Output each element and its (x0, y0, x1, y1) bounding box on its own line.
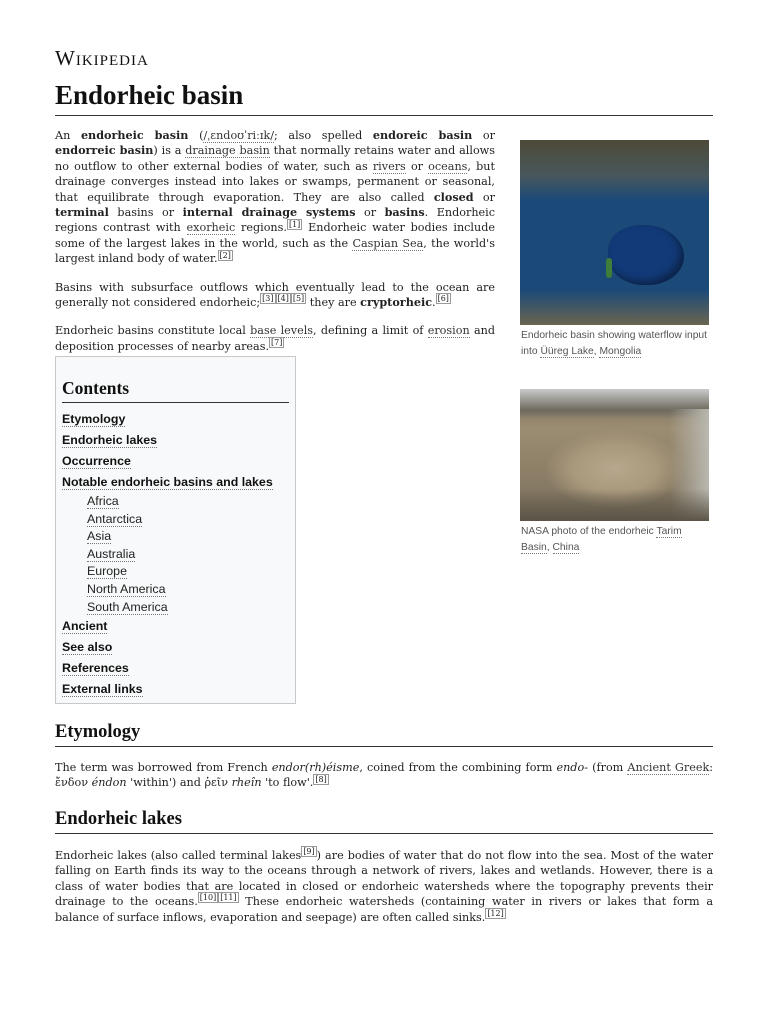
mountain-shadow (520, 489, 709, 521)
page-title: Endorheic basin (55, 80, 713, 116)
text: and deposition processes of nearby areas. (55, 324, 495, 353)
reference-1[interactable] (287, 219, 302, 230)
toc-link[interactable]: Ancient (62, 619, 108, 634)
table-of-contents (55, 356, 296, 704)
italic-term: endor(rh)éisme (271, 761, 360, 774)
text: Endorheic basins constitute local (55, 324, 251, 338)
reference-9[interactable] (301, 846, 316, 857)
toc-subitem-north-america[interactable] (62, 581, 289, 599)
greek-word: ῥεῖν (204, 776, 228, 790)
toc-item-see-also[interactable] (62, 637, 289, 658)
text: Basins with subsurface outflows which eventually lead to the ocean are generally not considered endorheic; (55, 280, 495, 310)
caption-text: NASA photo of the endorheic (521, 526, 657, 537)
section-heading-etymology: Etymology (55, 722, 713, 747)
text: . (432, 296, 436, 310)
text: (from (588, 761, 628, 774)
toc-link[interactable]: Asia (87, 529, 112, 544)
link-rivers[interactable]: rivers (372, 159, 406, 173)
intro-paragraph-1 (55, 128, 495, 267)
link-china[interactable]: China (552, 541, 580, 553)
toc-link[interactable]: Etymology (62, 412, 126, 426)
text: , the world's largest inland body of water. (55, 236, 495, 266)
link-oceans[interactable]: oceans (428, 159, 468, 173)
text: or (473, 190, 495, 204)
text: ) is a (153, 144, 186, 158)
toc-subitem-south-america[interactable] (62, 599, 289, 617)
tarim-basin-nasa-image[interactable] (520, 389, 709, 521)
ref-label[interactable]: [12] (487, 908, 504, 918)
text: ( (188, 129, 204, 142)
link-ancient-greek[interactable]: Ancient Greek (627, 761, 710, 774)
caption-text: Endorheic basin showing waterflow input into (521, 330, 708, 357)
intro-paragraph-2 (55, 280, 495, 311)
toc-link[interactable]: Endorheic lakes (62, 433, 158, 447)
toc-subitem-europe[interactable] (62, 563, 289, 581)
ref-label[interactable]: [2] (219, 250, 231, 260)
toc-link[interactable]: North America (87, 581, 166, 596)
bold-term: basins (384, 205, 425, 220)
ref-label[interactable]: [1] (288, 219, 301, 229)
text: , but drainage converges instead into lakes or swamps, permanent or seasonal, that equilibrate through evaporation. They are also called (55, 159, 495, 204)
italic-term: rheîn (231, 776, 262, 790)
ref-label[interactable]: [4] (277, 294, 289, 304)
toc-link[interactable]: See also (62, 640, 113, 655)
bold-term: closed (433, 189, 474, 204)
ref-label[interactable]: [5] (292, 294, 305, 304)
toc-title: Contents (62, 378, 289, 403)
toc-link[interactable]: South America (87, 599, 168, 614)
reference-7[interactable] (269, 337, 284, 348)
wikipedia-logo[interactable]: Wikipedia (55, 46, 149, 70)
toc-subitem-asia[interactable] (62, 528, 289, 546)
toc-subitem-australia[interactable] (62, 546, 289, 564)
greek-word: ἔνδον (55, 776, 89, 790)
ipa-link[interactable]: /ˌɛndoʊˈriːɪk/ (203, 129, 275, 142)
ref-label[interactable]: [10] (199, 893, 217, 903)
reference-10[interactable] (198, 892, 239, 903)
link-drainage-basin[interactable]: drainage basin (185, 144, 270, 158)
intro-section (55, 128, 495, 367)
text: or (355, 206, 385, 220)
text: that normally retains water and allows no outflow to other external bodies of water, such as (55, 144, 495, 173)
italic-term: éndon (91, 776, 127, 790)
vegetation-strip (606, 258, 612, 278)
text: or (405, 159, 429, 173)
toc-link[interactable]: Australia (87, 546, 136, 561)
toc-item-external-links[interactable] (62, 679, 289, 700)
bold-term: cryptorheic (360, 295, 433, 310)
figure-ureg-lake (520, 140, 709, 359)
text: basins or (108, 206, 183, 220)
toc-link[interactable]: External links (62, 682, 143, 697)
reference-2[interactable] (218, 250, 233, 261)
etymology-paragraph (55, 760, 713, 791)
ref-label[interactable]: [7] (271, 338, 283, 348)
text: or (472, 129, 496, 142)
italic-term: endo- (556, 761, 588, 774)
bold-term: terminal (55, 205, 109, 220)
intro-paragraph-3 (55, 323, 495, 354)
figure-tarim-basin (520, 389, 709, 555)
ref-label[interactable]: [3] (262, 294, 274, 304)
reference-12[interactable] (485, 908, 505, 919)
lake-shape (608, 225, 684, 285)
toc-item-references[interactable] (62, 658, 289, 679)
reference-3[interactable] (260, 293, 306, 304)
bold-term: endorheic basin (80, 128, 189, 142)
text: An (55, 129, 81, 142)
section-heading-endorheic-lakes: Endorheic lakes (55, 809, 713, 834)
text: ; also spelled (274, 129, 373, 142)
toc-item-endorheic-lakes[interactable] (62, 430, 289, 451)
mountain-ridge (520, 290, 709, 325)
mountain-ridge (520, 140, 709, 200)
bold-term: endoreic basin (372, 128, 473, 142)
text: , defining a limit of (313, 324, 428, 338)
link-ureg-lake[interactable]: Üüreg Lake (540, 345, 594, 357)
figure-caption (520, 328, 709, 359)
reference-6[interactable] (436, 293, 451, 304)
link-exorheic[interactable]: exorheic (186, 221, 236, 235)
reference-8[interactable] (313, 774, 328, 785)
text: 'within') and (126, 776, 205, 790)
toc-link[interactable]: Europe (87, 564, 127, 579)
toc-link[interactable]: Occurrence (62, 454, 131, 468)
toc-item-notable[interactable] (62, 472, 289, 493)
link-mongolia[interactable]: Mongolia (599, 345, 642, 357)
text: : (709, 761, 713, 774)
caption-text: , (546, 541, 553, 553)
toc-subitem-africa[interactable] (62, 493, 289, 511)
ref-label[interactable]: [6] (437, 294, 449, 304)
ureg-lake-satellite-image[interactable] (520, 140, 709, 325)
text: 'to flow'. (261, 776, 314, 790)
text: , coined from the combining form (359, 761, 557, 774)
endorheic-lakes-paragraph (55, 848, 713, 925)
text: These endorheic watersheds (containing water in rivers or lakes that form a balance of surface inflows, evaporation and seepage) are often called sinks. (55, 895, 713, 924)
text: regions. (235, 221, 287, 235)
toc-link[interactable]: Africa (87, 494, 119, 508)
toc-item-ancient[interactable] (62, 616, 289, 637)
text: The term was borrowed from French (55, 761, 272, 774)
toc-item-etymology[interactable] (62, 409, 289, 430)
figure-caption (520, 524, 709, 555)
bold-term: endorreic basin (55, 143, 154, 158)
text: Endorheic lakes (also called terminal lakes (55, 849, 302, 862)
link-tarim-basin[interactable]: Tarim Basin (521, 526, 682, 553)
toc-link[interactable]: References (62, 661, 129, 676)
link-erosion[interactable]: erosion (427, 324, 470, 338)
text: ) are bodies of water that do not flow into the sea. Most of the water falling on Earth finds its way to the oceans through a network of rivers, lakes and wetlands. However, there is a class of water bodies that are located in closed or endorheic watersheds where the topography prevents their drainage to the oceans. (55, 849, 713, 909)
ref-label[interactable]: [8] (315, 774, 327, 784)
text: . Endorheic regions contrast with (55, 206, 495, 235)
toc-link[interactable]: Notable endorheic basins and lakes (62, 475, 273, 489)
link-caspian-sea[interactable]: Caspian Sea (352, 236, 424, 250)
toc-subitem-antarctica[interactable] (62, 511, 289, 529)
bold-term: internal drainage systems (182, 205, 356, 220)
link-base-levels[interactable]: base levels (250, 324, 314, 338)
text: Endorheic water bodies include some of the largest lakes in the world, such as the (55, 221, 495, 250)
caption-text: , (593, 345, 600, 357)
ref-label[interactable]: [11] (220, 893, 237, 903)
ref-label[interactable]: [9] (303, 847, 315, 857)
toc-item-occurrence[interactable] (62, 451, 289, 472)
text: they are (306, 296, 361, 310)
toc-link[interactable]: Antarctica (87, 511, 143, 526)
